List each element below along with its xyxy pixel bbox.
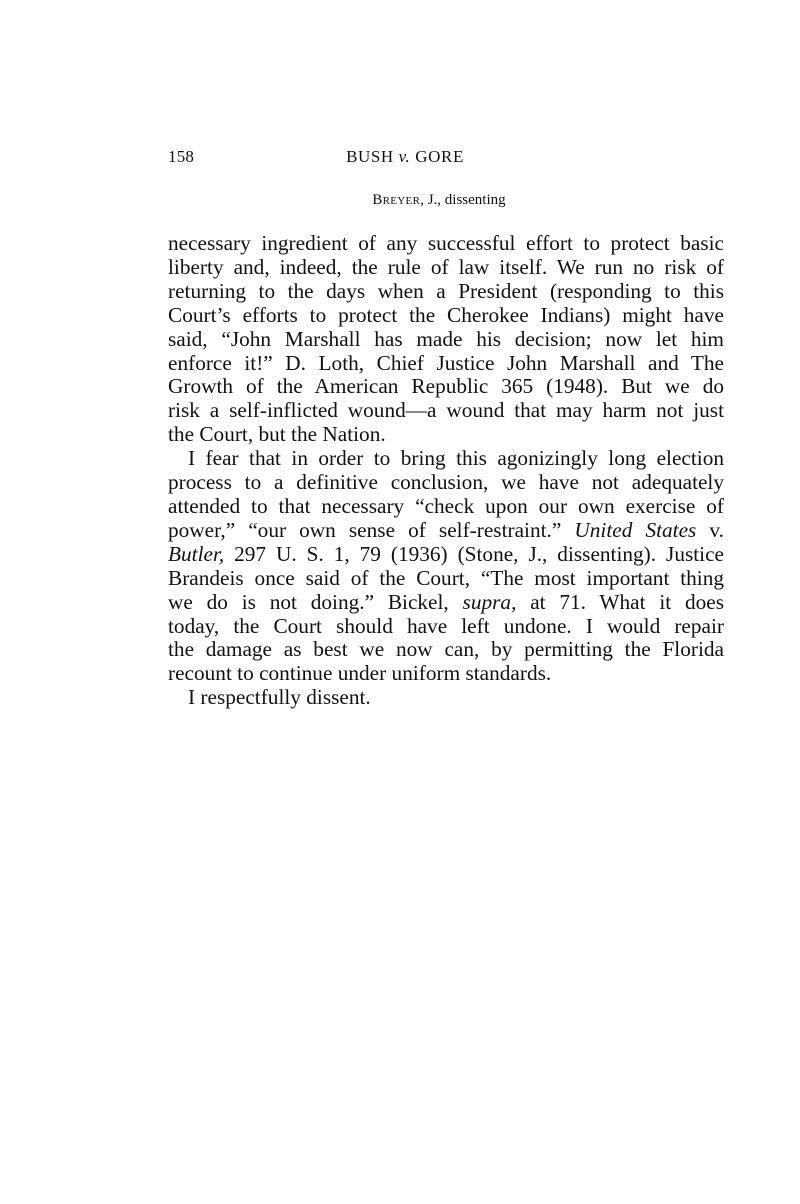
text-line: said, “John Marshall has made his decision; now let him — [168, 326, 724, 351]
opinion-author: Breyer — [372, 192, 421, 208]
text-line: recount to continue under uniform standards. — [168, 661, 552, 686]
text-line: Growth of the American Republic 365 (1948). But we do — [168, 374, 724, 399]
text-line: risk a self-inflicted wound—a wound that may harm not just — [168, 398, 724, 423]
text-line: the damage as best we now can, by permitting the Florida — [168, 637, 724, 662]
text-line: I fear that in order to bring this agonizingly long election — [188, 446, 724, 471]
text-line: process to a definitive conclusion, we have not adequately — [168, 470, 724, 495]
quote-text: we do is not doing.” Bickel, — [168, 589, 463, 614]
text-line — [168, 591, 724, 615]
citation-text: at 71. What it does — [516, 589, 724, 614]
quote-text: power,” “our own sense of self-restraint.” — [168, 517, 575, 542]
opinion-heading — [0, 192, 800, 209]
paragraph-2 — [168, 447, 724, 686]
opinion-text — [168, 232, 724, 710]
case-citation-italic: Butler, — [168, 541, 225, 566]
running-title — [0, 147, 800, 167]
text-line: necessary ingredient of any successful effort to protect basic — [168, 231, 724, 255]
text-line: Brandeis once said of the Court, “The most important thing — [168, 565, 724, 590]
text-line: attended to that necessary “check upon our own exercise of — [168, 493, 724, 518]
case-citation-italic: United States — [574, 517, 697, 542]
text-line: today, the Court should have left undone. I would repair — [168, 613, 724, 638]
versus-text: v. — [696, 517, 724, 542]
paragraph-1 — [168, 232, 724, 447]
opinion-type: , J., dissenting — [420, 192, 506, 208]
case-name-part2: GORE — [410, 147, 464, 166]
text-line: enforce it!” D. Loth, Chief Justice John Marshall and The — [168, 350, 724, 375]
case-name-part1: BUSH — [346, 147, 399, 166]
text-line — [168, 543, 724, 567]
text-line: liberty and, indeed, the rule of law itself. We run no risk of — [168, 254, 724, 279]
page-number: 158 — [168, 147, 195, 166]
citation-text: 297 U. S. 1, 79 (1936) (Stone, J., dissenting). Justice — [224, 541, 724, 566]
supra-italic: supra, — [462, 589, 517, 614]
closing-line: I respectfully dissent. — [188, 685, 371, 710]
text-line: returning to the days when a President (responding to this — [168, 278, 724, 303]
case-name-versus: v. — [398, 147, 411, 166]
text-line: Court’s efforts to protect the Cherokee Indians) might have — [168, 302, 724, 327]
paragraph-3 — [168, 686, 724, 710]
text-line: the Court, but the Nation. — [168, 422, 386, 447]
text-line — [168, 519, 724, 543]
